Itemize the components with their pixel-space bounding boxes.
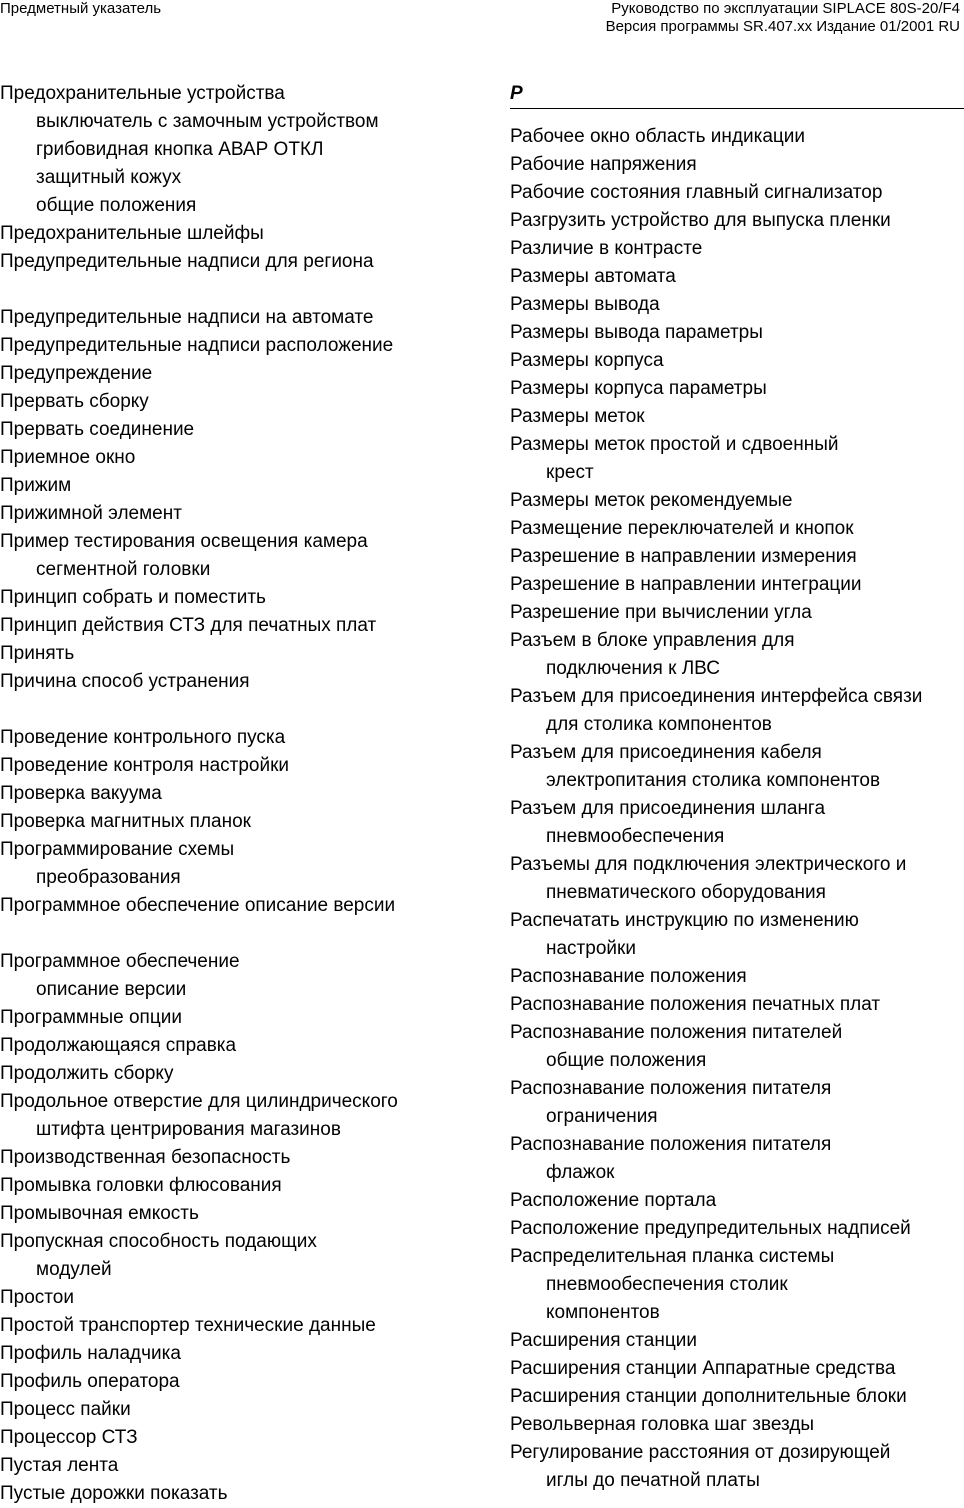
index-entry bbox=[510, 151, 964, 179]
index-entry-text: Расширения станции Аппаратные средства bbox=[510, 1358, 896, 1379]
index-entry-text: Проверка магнитных планок bbox=[0, 811, 251, 832]
index-entry bbox=[0, 1060, 480, 1088]
index-entry bbox=[0, 1340, 480, 1368]
index-entry bbox=[0, 80, 480, 108]
index-entry bbox=[510, 991, 964, 1019]
index-entry-text: общие положения bbox=[36, 195, 197, 216]
index-entry-text: Распознавание положения печатных плат bbox=[510, 994, 881, 1015]
index-entry-text: Размеры вывода bbox=[510, 294, 660, 315]
index-entry bbox=[510, 431, 964, 487]
index-entry bbox=[0, 1452, 480, 1480]
index-entry-text: Программное обеспечение описание версии bbox=[0, 895, 396, 916]
index-entry bbox=[510, 1411, 964, 1439]
index-entry-continuation: ограничения bbox=[546, 1106, 658, 1127]
index-entry-text: Продолжающаяся справка bbox=[0, 1035, 237, 1056]
index-entry bbox=[510, 683, 964, 739]
index-entry-text: Предупредительные надписи расположение bbox=[0, 335, 394, 356]
index-entry bbox=[0, 640, 480, 668]
index-entry-continuation: сегментной головки bbox=[36, 559, 211, 580]
index-entry bbox=[0, 724, 480, 752]
index-entry-text: Пустая лента bbox=[0, 1455, 119, 1476]
index-entry bbox=[510, 319, 964, 347]
manual-title: Руководство по эксплуатации SIPLACE 80S-20/F4 bbox=[611, 0, 960, 17]
index-column-right bbox=[510, 80, 964, 1495]
index-entry-text: Профиль оператора bbox=[0, 1371, 180, 1392]
index-entry-text: Приемное окно bbox=[0, 447, 136, 468]
index-entry-text: Пустые дорожки показать bbox=[0, 1483, 228, 1504]
index-entry bbox=[510, 1355, 964, 1383]
index-entry bbox=[0, 752, 480, 780]
index-entry bbox=[510, 1019, 964, 1075]
index-entry bbox=[510, 403, 964, 431]
index-entry-text: Расположение портала bbox=[510, 1190, 717, 1211]
index-entry-continuation: флажок bbox=[546, 1162, 615, 1183]
index-entry-text: Размеры меток простой и сдвоенный bbox=[510, 434, 839, 455]
index-entry-continuation: пневмообеспечения столик bbox=[546, 1274, 788, 1295]
index-entry bbox=[510, 963, 964, 991]
index-entry bbox=[510, 599, 964, 627]
index-entry-continuation: для столика компонентов bbox=[546, 714, 772, 735]
index-entry-text: Программные опции bbox=[0, 1007, 182, 1028]
index-entry bbox=[510, 207, 964, 235]
index-entry-continuation: пневмообеспечения bbox=[546, 826, 725, 847]
index-entry-text: Продолжить сборку bbox=[0, 1063, 174, 1084]
index-entry bbox=[0, 948, 480, 1004]
index-entry bbox=[0, 416, 480, 444]
index-entry-text: Промывочная емкость bbox=[0, 1203, 199, 1224]
index-entry-text: Регулирование расстояния от дозирующей bbox=[510, 1442, 891, 1463]
index-entry-text: Рабочее окно область индикации bbox=[510, 126, 806, 147]
index-entry bbox=[0, 528, 480, 584]
index-entry bbox=[0, 1172, 480, 1200]
index-entry bbox=[0, 444, 480, 472]
index-entry-text: Распознавание положения питателей bbox=[510, 1022, 843, 1043]
index-entry-text: Разгрузить устройство для выпуска пленки bbox=[510, 210, 891, 231]
index-entry bbox=[0, 472, 480, 500]
index-entry-text: Разрешение в направлении измерения bbox=[510, 546, 857, 567]
index-entry bbox=[0, 1228, 480, 1284]
index-entries-right bbox=[510, 123, 964, 1495]
index-entry bbox=[0, 1144, 480, 1172]
index-entry bbox=[510, 235, 964, 263]
index-entry-continuation: штифта центрирования магазинов bbox=[36, 1119, 341, 1140]
index-entry-continuation: общие положения bbox=[546, 1050, 707, 1071]
index-entry-text: Рабочие состояния главный сигнализатор bbox=[510, 182, 883, 203]
index-entry-continuation: электропитания столика компонентов bbox=[546, 770, 881, 791]
index-entry-text: Прижим bbox=[0, 475, 72, 496]
index-entry-text: Программное обеспечение bbox=[0, 951, 240, 972]
index-entry-text: Пример тестирования освещения камера bbox=[0, 531, 368, 552]
index-entry bbox=[510, 1383, 964, 1411]
index-entry bbox=[0, 892, 480, 920]
index-entry-text: Простои bbox=[0, 1287, 74, 1308]
index-entry-text: Размеры корпуса bbox=[510, 350, 664, 371]
index-entry-text: Прервать соединение bbox=[0, 419, 195, 440]
index-entry-text: Предупредительные надписи на автомате bbox=[0, 307, 374, 328]
index-entry-continuation: крест bbox=[546, 462, 594, 483]
index-entry bbox=[510, 1215, 964, 1243]
entry-spacer bbox=[0, 276, 480, 304]
index-entry-text: грибовидная кнопка АВАР ОТКЛ bbox=[36, 139, 324, 160]
index-entry-text: Различие в контрасте bbox=[510, 238, 703, 259]
index-entry bbox=[0, 780, 480, 808]
index-entry bbox=[510, 543, 964, 571]
index-entry-continuation: подключения к ЛВС bbox=[546, 658, 720, 679]
letter-heading: P bbox=[510, 80, 964, 109]
index-entry bbox=[0, 1424, 480, 1452]
index-entry bbox=[0, 220, 480, 248]
index-entry-text: Распознавание положения bbox=[510, 966, 747, 987]
index-entry bbox=[0, 668, 480, 696]
index-entry-text: Предупреждение bbox=[0, 363, 153, 384]
index-entry-text: Размещение переключателей и кнопок bbox=[510, 518, 854, 539]
index-entry bbox=[0, 1004, 480, 1032]
index-entry-text: Разъем в блоке управления для bbox=[510, 630, 795, 651]
index-entry bbox=[510, 515, 964, 543]
index-entry-text: Причина способ устранения bbox=[0, 671, 250, 692]
index-entry bbox=[0, 332, 480, 360]
index-entry bbox=[0, 1396, 480, 1424]
index-entry-text: Принцип действия СТЗ для печатных плат bbox=[0, 615, 377, 636]
index-entry bbox=[510, 795, 964, 851]
index-entry bbox=[0, 1480, 480, 1508]
page-header-right bbox=[606, 0, 960, 36]
index-entry bbox=[510, 907, 964, 963]
index-entry bbox=[510, 487, 964, 515]
index-entry bbox=[510, 291, 964, 319]
index-entry-text: Проверка вакуума bbox=[0, 783, 162, 804]
index-entry-continuation: иглы до печатной платы bbox=[546, 1470, 760, 1491]
version-edition: Версия программы SR.407.xx Издание 01/2001 RU bbox=[605, 18, 960, 35]
index-entry-continuation: пневматического оборудования bbox=[546, 882, 826, 903]
index-entry bbox=[0, 1088, 480, 1144]
index-entry-text: Производственная безопасность bbox=[0, 1147, 291, 1168]
index-entry-text: Прижимной элемент bbox=[0, 503, 182, 524]
index-entry-continuation: преобразования bbox=[36, 867, 181, 888]
index-entry-text: Размеры корпуса параметры bbox=[510, 378, 767, 399]
index-entry bbox=[510, 1439, 964, 1495]
index-entry-continuation: компонентов bbox=[546, 1302, 660, 1323]
index-entry bbox=[510, 179, 964, 207]
index-entry-text: Рабочие напряжения bbox=[510, 154, 697, 175]
index-entry bbox=[0, 612, 480, 640]
index-entry-text: Предупредительные надписи для региона bbox=[0, 251, 374, 272]
index-entry bbox=[510, 1243, 964, 1327]
index-entry bbox=[0, 1200, 480, 1228]
index-entry-text: Разъем для присоединения интерфейса связи bbox=[510, 686, 923, 707]
index-entry-text: Распознавание положения питателя bbox=[510, 1134, 832, 1155]
index-entry-text: Принять bbox=[0, 643, 75, 664]
index-entry-text: Предохранительные устройства bbox=[0, 83, 285, 104]
index-column-left bbox=[0, 80, 480, 1508]
index-entry bbox=[510, 1187, 964, 1215]
index-entry bbox=[510, 739, 964, 795]
index-entry-text: защитный кожух bbox=[36, 167, 182, 188]
index-entry-text: Расширения станции bbox=[510, 1330, 697, 1351]
index-entry-text: Продольное отверстие для цилиндрического bbox=[0, 1091, 398, 1112]
index-entry bbox=[0, 584, 480, 612]
index-entry-text: Простой транспортер технические данные bbox=[0, 1315, 376, 1336]
index-entry bbox=[510, 1327, 964, 1355]
index-entry-text: Револьверная головка шаг звезды bbox=[510, 1414, 815, 1435]
index-entry bbox=[510, 1075, 964, 1131]
index-entry bbox=[0, 164, 480, 192]
index-entry-text: Размеры меток рекомендуемые bbox=[510, 490, 793, 511]
index-entry-text: Разъемы для подключения электрического и bbox=[510, 854, 907, 875]
index-entry bbox=[0, 388, 480, 416]
index-entry-text: Разрешение при вычислении угла bbox=[510, 602, 812, 623]
index-entry-text: Проведение контрольного пуска bbox=[0, 727, 286, 748]
index-entry bbox=[510, 851, 964, 907]
index-entry bbox=[0, 108, 480, 136]
index-entry-text: Процессор СТЗ bbox=[0, 1427, 138, 1448]
index-entry bbox=[0, 836, 480, 892]
index-entry-text: Распределительная планка системы bbox=[510, 1246, 835, 1267]
index-entry-text: Процесс пайки bbox=[0, 1399, 131, 1420]
entry-spacer bbox=[0, 920, 480, 948]
index-entry-continuation: модулей bbox=[36, 1259, 112, 1280]
index-entry bbox=[510, 123, 964, 151]
index-entry bbox=[0, 360, 480, 388]
index-entry-text: Распознавание положения питателя bbox=[510, 1078, 832, 1099]
index-entry bbox=[0, 808, 480, 836]
index-entry bbox=[510, 375, 964, 403]
page-header-left: Предметный указатель bbox=[0, 0, 162, 17]
index-entry-text: Разъем для присоединения кабеля bbox=[510, 742, 822, 763]
index-entry bbox=[0, 248, 480, 276]
index-entry-text: Принцип собрать и поместить bbox=[0, 587, 266, 608]
index-entry bbox=[510, 571, 964, 599]
index-entry-text: Распечатать инструкцию по изменению bbox=[510, 910, 859, 931]
index-entry-continuation: настройки bbox=[546, 938, 636, 959]
index-entry-text: Предохранительные шлейфы bbox=[0, 223, 264, 244]
index-entry bbox=[510, 627, 964, 683]
index-entry-text: Промывка головки флюсования bbox=[0, 1175, 282, 1196]
index-entry-text: Размеры вывода параметры bbox=[510, 322, 763, 343]
index-entry-text: Размеры меток bbox=[510, 406, 645, 427]
index-entry-text: Проведение контроля настройки bbox=[0, 755, 290, 776]
index-entry bbox=[0, 1032, 480, 1060]
index-entry-text: Расширения станции дополнительные блоки bbox=[510, 1386, 907, 1407]
index-entry-continuation: описание версии bbox=[36, 979, 187, 1000]
index-entry bbox=[0, 304, 480, 332]
index-entry bbox=[510, 263, 964, 291]
index-entry bbox=[510, 347, 964, 375]
index-entry-text: Разрешение в направлении интеграции bbox=[510, 574, 862, 595]
index-entry bbox=[0, 136, 480, 164]
index-entry-text: Профиль наладчика bbox=[0, 1343, 181, 1364]
index-entry-text: Пропускная способность подающих bbox=[0, 1231, 317, 1252]
index-entry-text: выключатель с замочным устройством bbox=[36, 111, 379, 132]
index-entry bbox=[0, 1284, 480, 1312]
index-entry-text: Размеры автомата bbox=[510, 266, 676, 287]
entry-spacer bbox=[0, 696, 480, 724]
index-entry-text: Программирование схемы bbox=[0, 839, 235, 860]
index-entry-text: Прервать сборку bbox=[0, 391, 149, 412]
index-entry-text: Разъем для присоединения шланга bbox=[510, 798, 826, 819]
index-entry bbox=[0, 1312, 480, 1340]
index-entry bbox=[0, 1368, 480, 1396]
index-entry bbox=[0, 192, 480, 220]
index-entry bbox=[0, 500, 480, 528]
index-entry bbox=[510, 1131, 964, 1187]
index-entry-text: Расположение предупредительных надписей bbox=[510, 1218, 911, 1239]
